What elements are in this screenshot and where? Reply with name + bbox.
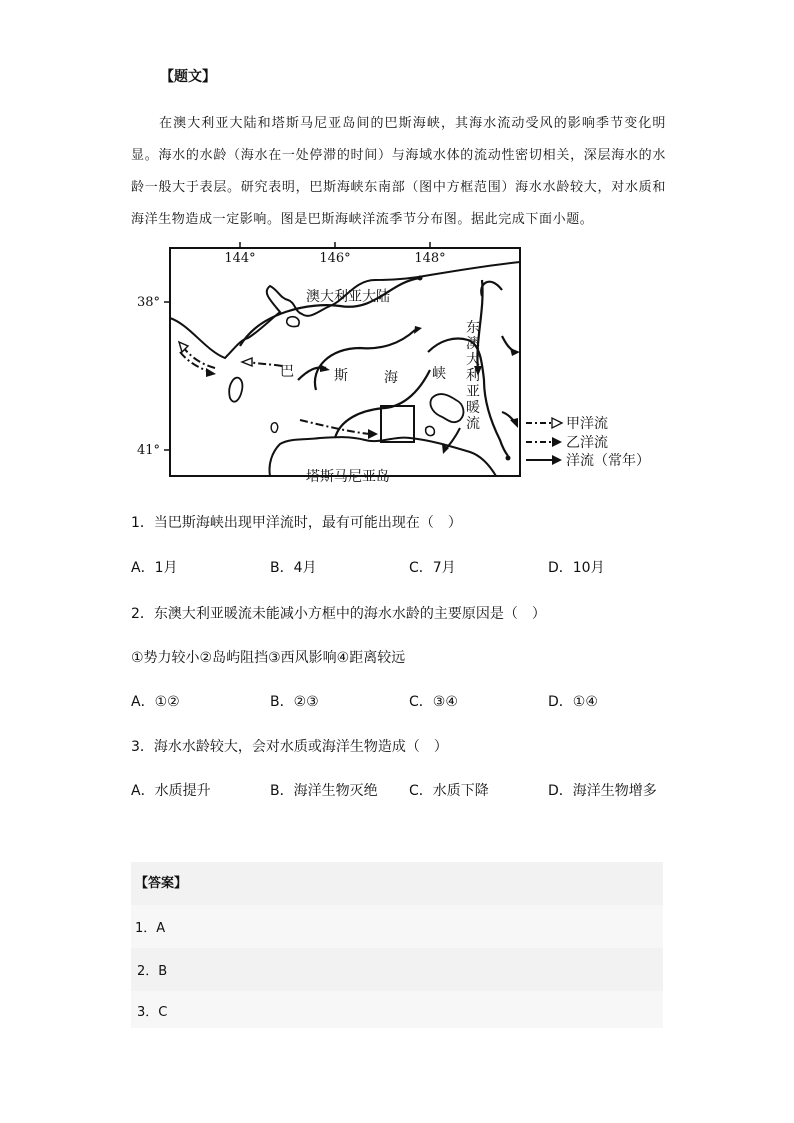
lon-label-144: 144° [224,251,256,266]
current-map-figure [130,240,670,485]
answer-item-2: 2．B [137,964,168,979]
question-1-stem: 1．当巴斯海峡出现甲洋流时，最有可能出现在（ ） [131,515,462,531]
q3-option-a: A．水质提升 [131,783,211,799]
q1-option-c: C．7月 [409,560,456,576]
strait-char-1: 巴 [280,364,294,380]
strait-char-3: 海 [384,370,398,386]
lat-label-38: 38° [136,295,160,310]
svg-text:流: 流 [466,416,480,432]
flinders-island [430,394,463,422]
answer-item-1: 1．A [135,921,166,936]
answer-item-3: 3．C [137,1005,168,1020]
answer-section [131,862,663,1028]
q2-option-d: D．①④ [548,694,598,710]
passage [131,108,666,236]
lon-label-146: 146° [319,251,351,266]
current-map-svg [130,240,670,485]
strait-char-2: 斯 [334,368,348,384]
q1-option-d: D．10月 [548,560,605,576]
q3-option-c: C．水质下降 [409,783,489,799]
mainland-label: 澳大利亚大陆 [306,289,390,305]
q2-option-a: A．①② [131,694,180,710]
svg-text:东: 东 [466,320,480,336]
heading: 【题文】 [160,69,216,85]
map-legend [526,415,650,469]
legend-yi: 乙洋流 [566,435,608,451]
svg-text:亚: 亚 [466,384,480,400]
legend-jia: 甲洋流 [566,416,608,432]
svg-text:大: 大 [466,352,480,368]
q1-option-a: A．1月 [131,560,178,576]
king-island [229,378,242,402]
answer-title: 【答案】 [135,876,188,891]
east-australian-current-label [466,320,480,432]
study-box [381,406,414,442]
strait-char-4: 峡 [432,366,446,382]
q2-option-b: B．②③ [270,694,319,710]
lon-label-148: 148° [414,251,446,266]
svg-text:利: 利 [466,368,480,384]
q2-option-c: C．③④ [409,694,458,710]
q3-option-d: D．海洋生物增多 [548,783,657,799]
passage-text: 在澳大利亚大陆和塔斯马尼亚岛间的巴斯海峡，其海水流动受风的影响季节变化明显。海水的水龄（海水在一处停滞的时间）与海域水体的流动性密切相关，深层海水的水龄一般大于表层。研究表明，巴斯海峡东南部（图中方框范围）海水水龄较大，对水质和海洋生物造成一定影响。图是巴斯海峡洋流季节分布图。据此完成下面小题。 [131,116,666,227]
svg-text:暖: 暖 [466,400,480,416]
legend-perennial: 洋流（常年） [566,453,650,469]
svg-text:澳: 澳 [466,336,480,352]
island-label: 塔斯马尼亚岛 [306,469,390,485]
question-3-stem: 3．海水水龄较大，会对水质或海洋生物造成（ ） [131,739,448,755]
q1-option-b: B．4月 [270,560,317,576]
q3-option-b: B．海洋生物灭绝 [270,783,378,799]
question-2-choices: ①势力较小②岛屿阻挡③西风影响④距离较远 [131,650,406,666]
question-2-stem: 2．东澳大利亚暖流未能减小方框中的海水水龄的主要原因是（ ） [131,606,546,622]
lat-label-41: 41° [136,443,160,458]
